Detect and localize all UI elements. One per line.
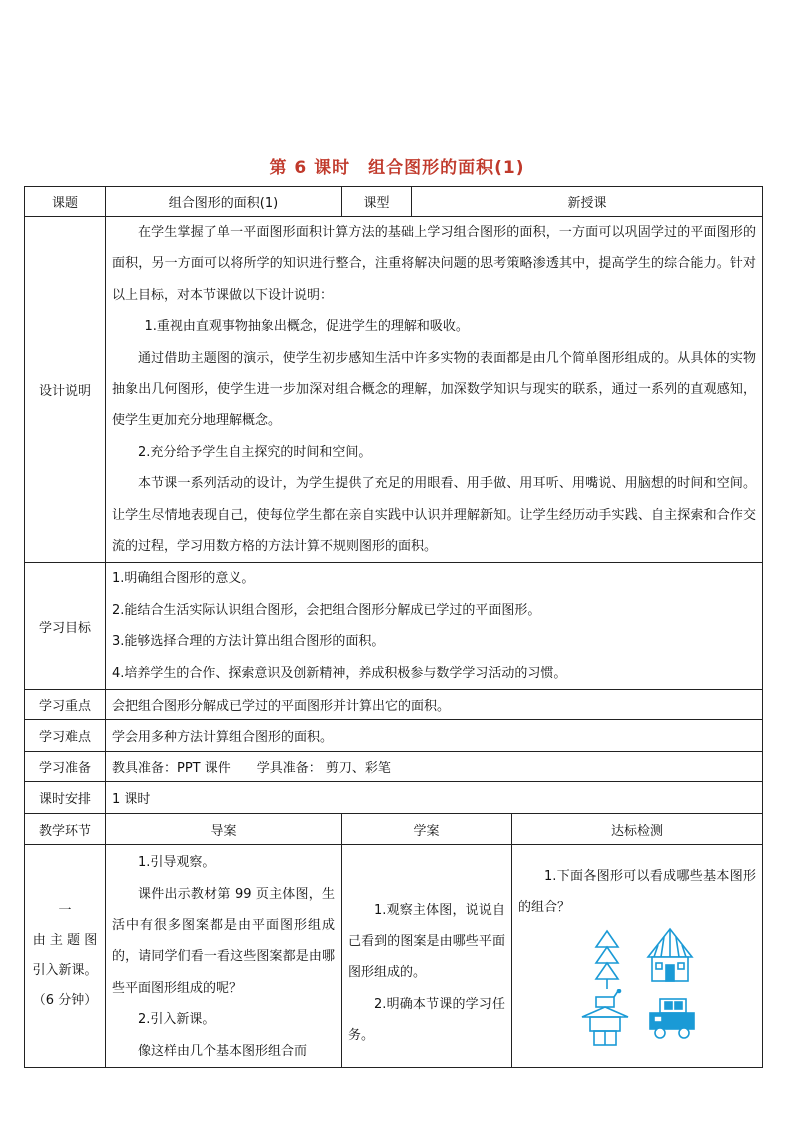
- study-step: 2.明确本节课的学习任务。: [348, 996, 505, 1044]
- type-label: 课型: [342, 187, 412, 217]
- design-paragraph: 通过借助主题图的演示，使学生初步感知生活中许多实物的表面都是由几个简单图形组成的。从具体的实物抽象出几何图形，使学生进一步加深对组合概念的理解，加深数学知识与现实的联系，通过一系列的直观感知，使学生更加充分地理解概念。: [112, 350, 757, 429]
- design-row: [25, 217, 763, 563]
- guide-cell: [106, 845, 342, 1068]
- prep-value: 教具准备：PPT 课件 学具准备： 剪刀、彩笔: [106, 752, 763, 782]
- goals-label: 学习目标: [25, 563, 106, 690]
- study-cell: [342, 845, 512, 1068]
- header-check: 达标检测: [512, 814, 763, 845]
- stage-name: 由 主 题 图: [32, 933, 98, 949]
- stage-time: （6 分钟）: [32, 993, 98, 1009]
- design-paragraph: 本节课一系列活动的设计，为学生提供了充足的用眼看、用手做、用耳听、用嘴说、用脑想的时间和空间。让学生尽情地表现自己，使每位学生都在亲自实践中认识并理解新知。让学生经历动手实践、自主探索和合作交流的过程，学习用数方格的方法计算不规则图形的面积。: [112, 476, 757, 555]
- design-point: 2.充分给予学生自主探究的时间和空间。: [138, 444, 372, 460]
- guide-step: 2.引入新课。: [138, 1012, 216, 1028]
- topic-row: [25, 187, 763, 217]
- lesson-plan-table: [24, 186, 763, 1068]
- goal-item: 3.能够选择合理的方法计算出组合图形的面积。: [112, 634, 385, 650]
- guide-text: 像这样由几个基本图形组合而: [138, 1043, 308, 1059]
- stage-name: 引入新课。: [32, 963, 98, 979]
- goals-content: [106, 563, 763, 690]
- house-figure: [646, 927, 694, 985]
- design-content: [106, 217, 763, 563]
- page-title: 第 6 课时 组合图形的面积(1): [269, 158, 525, 178]
- stage-row: [25, 845, 763, 1068]
- topic-value: 组合图形的面积(1): [106, 187, 342, 217]
- stage-number: 一: [58, 903, 72, 919]
- design-point: 1.重视由直观事物抽象出概念，促进学生的理解和吸收。: [144, 319, 469, 335]
- prep-label: 学习准备: [25, 752, 106, 782]
- key-row: [25, 690, 763, 720]
- triangle-tree-figure: [592, 929, 622, 991]
- schedule-value: 1 课时: [106, 782, 763, 814]
- prep-row: [25, 752, 763, 782]
- design-label: 设计说明: [25, 217, 106, 563]
- difficulty-row: [25, 720, 763, 752]
- goal-item: 4.培养学生的合作、探索意识及创新精神，养成积极参与数学学习活动的习惯。: [112, 665, 567, 681]
- check-cell: [512, 845, 763, 1068]
- goals-row: [25, 563, 763, 690]
- header-stage: 教学环节: [25, 814, 106, 845]
- stage-cell: [25, 845, 106, 1068]
- type-value: 新授课: [412, 187, 763, 217]
- header-study: 学案: [342, 814, 512, 845]
- check-question: 1.下面各图形可以看成哪些基本图形的组合？: [518, 868, 757, 916]
- column-header-row: [25, 814, 763, 845]
- difficulty-label: 学习难点: [25, 720, 106, 752]
- goal-item: 1.明确组合图形的意义。: [112, 571, 255, 587]
- study-step: 1.观察主体图，说说自己看到的图案是由哪些平面图形组成的。: [348, 902, 505, 981]
- robot-figure: [576, 989, 634, 1047]
- difficulty-value: 学会用多种方法计算组合图形的面积。: [106, 720, 763, 752]
- goal-item: 2.能结合生活实际认识组合图形，会把组合图形分解成已学过的平面图形。: [112, 602, 541, 618]
- guide-text: 课件出示教材第 99 页主体图，生活中有很多图案都是由平面图形组成的，请同学们看一看这些图案都是由哪些平面图形组成的呢？: [112, 886, 335, 996]
- schedule-label: 课时安排: [25, 782, 106, 814]
- schedule-row: [25, 782, 763, 814]
- key-label: 学习重点: [25, 690, 106, 720]
- topic-label: 课题: [25, 187, 106, 217]
- vehicle-figure: [646, 997, 698, 1041]
- composite-shapes-figure: [518, 923, 756, 1053]
- design-paragraph: 在学生掌握了单一平面图形面积计算方法的基础上学习组合图形的面积，一方面可以巩固学过的平面图形的面积，另一方面可以将所学的知识进行整合，注重将解决问题的思考策略渗透其中，提高学生的综合能力。针对以上目标，对本节课做以下设计说明：: [112, 225, 757, 303]
- key-value: 会把组合图形分解成已学过的平面图形并计算出它的面积。: [106, 690, 763, 720]
- guide-step: 1.引导观察。: [138, 855, 216, 871]
- header-guide: 导案: [106, 814, 342, 845]
